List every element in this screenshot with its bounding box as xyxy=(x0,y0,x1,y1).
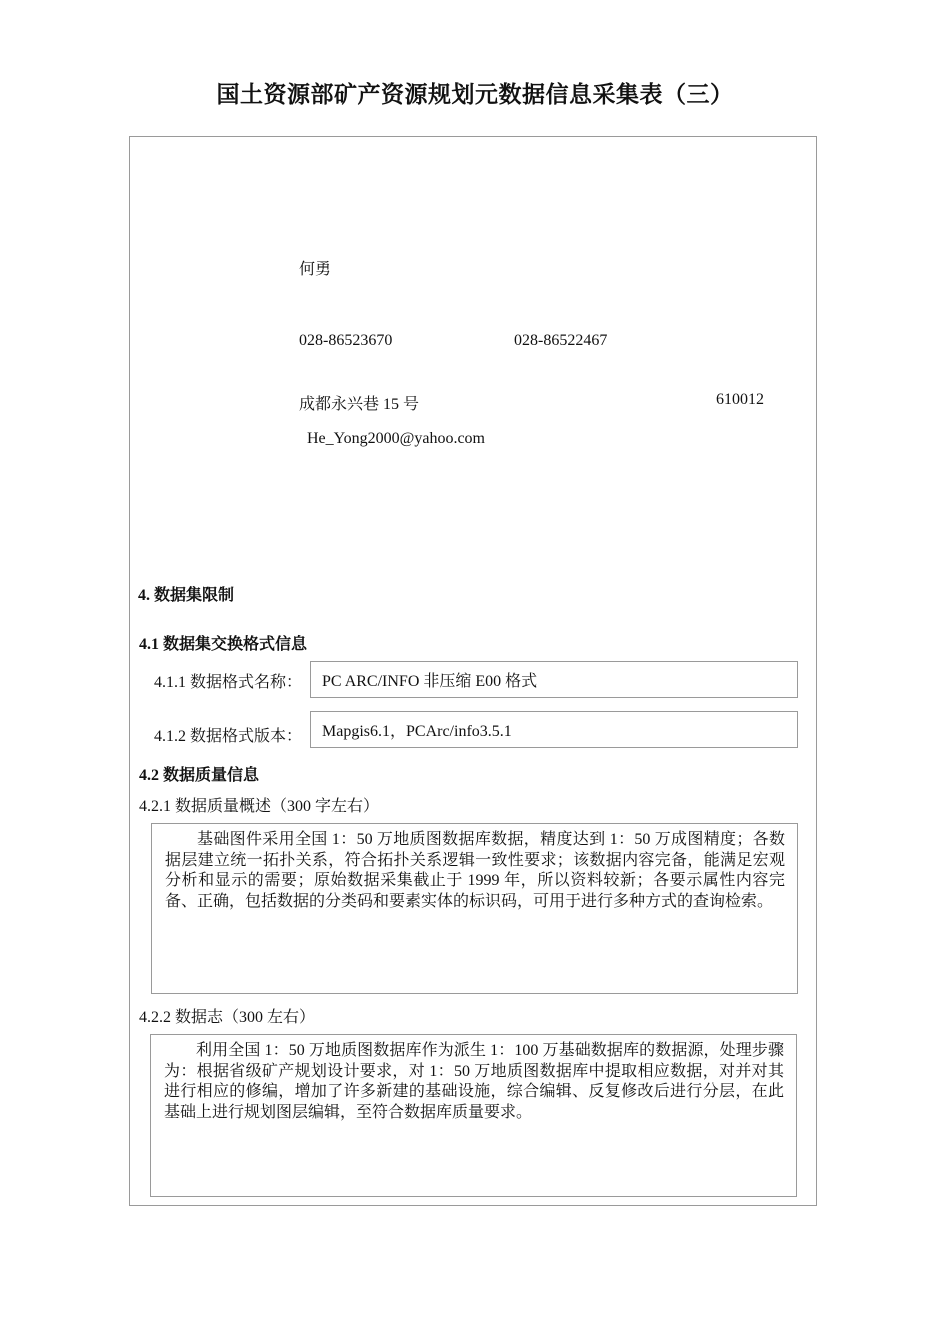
page-title: 国土资源部矿产资源规划元数据信息采集表（三） xyxy=(216,82,734,107)
section-4-2-heading: 4.2 数据质量信息 xyxy=(139,767,260,784)
contact-email: He_Yong2000@yahoo.com xyxy=(307,430,485,447)
format-version-label: 4.1.2 数据格式版本： xyxy=(154,728,303,745)
format-version-field[interactable]: Mapgis6.1，PCArc/info3.5.1 xyxy=(310,711,798,748)
lineage-textbox[interactable]: 利用全国 1：50 万地质图数据库作为派生 1：100 万基础数据库的数据源，处理步骤为：根据省级矿产规划设计要求，对 1：50 万地质图数据库中提取相应数据，对并对其进行相应的修编，增加了许多新建的基础设施，综合编辑、反复修改后进行分层，在此基础上进行规划图层编辑，至符合数据库质量要求。 xyxy=(150,1034,797,1197)
lineage-label: 4.2.2 数据志（300 左右） xyxy=(139,1009,316,1026)
quality-overview-textbox[interactable]: 基础图件采用全国 1：50 万地质图数据库数据，精度达到 1：50 万成图精度；各数据层建立统一拓扑关系，符合拓扑关系逻辑一致性要求；该数据内容完备，能满足宏观分析和显示的需要；原始数据采集截止于 1999 年，所以资料较新；各要示属性内容完备、正确，包括数据的分类码和要素实体的标识码，可用于进行多种方式的查询检索。 xyxy=(151,823,798,994)
contact-fax: 028-86522467 xyxy=(514,332,608,349)
section-4-1-heading: 4.1 数据集交换格式信息 xyxy=(139,636,308,653)
contact-phone: 028-86523670 xyxy=(299,332,393,349)
contact-address: 成都永兴巷 15 号 xyxy=(299,396,420,413)
section-4-heading: 4. 数据集限制 xyxy=(138,587,235,604)
format-name-label: 4.1.1 数据格式名称： xyxy=(154,674,303,691)
contact-name: 何勇 xyxy=(299,261,332,278)
contact-postcode: 610012 xyxy=(716,391,764,408)
quality-overview-label: 4.2.1 数据质量概述（300 字左右） xyxy=(139,798,380,815)
format-name-field[interactable]: PC ARC/INFO 非压缩 E00 格式 xyxy=(310,661,798,698)
